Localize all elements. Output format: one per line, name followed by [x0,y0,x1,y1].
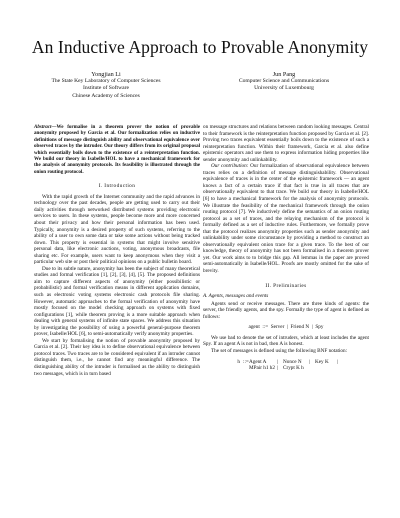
formula-term: Agent A [249,358,267,365]
author-affiliation-line: Chinese Academy of Sciences [72,92,140,99]
body-paragraph: on message structures and relations between random looking messages. Central to their framework is the reinterpretation function proposed by Garcia et al. [2]. Proving two traces equivalent essentially boils down to the existence of such a reinterpretation function. Within their framework, Garcia et al. also define epistemic operators and use them to express information hiding properties like sender anonymity and unlinkability. [203,124,369,163]
body-paragraph: We use bad to denote the set of intruders, which at least includes the agent Spy. If an agent A is not in bad, then A is honest. [203,334,369,348]
author-affiliation-line: Computer Science and Communications [238,78,330,85]
left-column [34,124,200,377]
formula-bar: | [277,358,279,365]
message-grammar-formula [203,359,369,372]
formula-bar: | [309,358,311,365]
agent-type-formula [203,324,369,331]
author-affiliation-line: The State Key Laboratory of Computer Sciences [51,78,161,85]
formula-term: Friend N [290,324,310,331]
body-paragraph [203,163,369,274]
formula-term: Spy [315,324,324,331]
formula-term: Server [270,324,285,331]
section-heading-preliminaries: II. Preliminaries [265,282,307,289]
formula-bar: | [311,324,313,331]
formula-bar: | [286,324,288,331]
abstract [34,124,200,175]
formula-bar: | [337,358,339,365]
body-paragraph: Agents send or receive messages. There are three kinds of agents: the server, the friendly agents, and the spy. Formally the type of agent is defined as follows: [203,300,369,320]
formula-term: MPair h1 h2 [249,365,275,372]
formula-def: ::= [262,324,269,331]
section-heading-introduction: I. Introduction [98,183,136,190]
author-block-1 [6,71,206,100]
body-paragraph: With the rapid growth of the Internet community and the rapid advances in technology over the past decades, people are getting used to carry out their daily activities through networked distributed systems providing electronic services to users. In these systems, people become more and more concerned about their privacy and how their personal information has been used. Typically, anonymity is a desired property of such systems, referring to the ability of a user to own some data or take some actions without being tracked down. This property is essential in systems that might involve sensitive personal data, like electronic auctions, voting, anonymous broadcasts, file sharing etc. For example, users want to keep anonymous when they visit a particular web site or post their political opinions on a public bulletin board. [34,193,200,266]
author-block-2 [184,71,384,93]
subsection-heading: A. Agents, messages and events [203,293,269,300]
formula-lhs: agent [248,324,260,331]
contribution-text: Our formalization of observational equivalence between traces relies on a definition of message distinguishability. Observational equivalence of traces is in the center of the epistemic framework — an agent knows a fact of a certain trace if that fact is true in all traces that are observationally equivalent to that trace. We build our theory in Isabelle/HOL [6] to have a mechanical framework for the analysis of anonymity protocols. We illustrate the feasibility of the mechanical framework through the onion routing protocol [7]. We inductively define the semantics of an onion routing protocol as a set of traces, and the relaying mechanism of the protocol is formally defined as a set of inductive rules. Furthermore, we formally prove that the protocol realizes anonymity properties such as sender anonymity and unlinkability under some circumstance by providing a method to construct an observationally equivalent onion trace for a given trace. To the best of our knowledge, theory of anonymity has not been formalised in a theorem prover yet. Our work aims to to bridge this gap. All lemmas in the paper are proved semi-automatically in Isabelle/HOL. Proofs are mostly omitted for the sake of brevity. [203,163,369,275]
author-name: Jun Pang [272,71,296,78]
paper-title: An Inductive Approach to Provable Anonymity [31,37,369,57]
formula-term: Crypt K h [283,365,304,372]
author-affiliation-line: Institute of Software [83,85,129,92]
author-name: Yongjian Li [91,71,121,78]
abstract-text: —We formalise in a theorem prover the notion of provable anonymity proposed by Garcia et al. Our formalization relies on inductive definitions of message distinguish ability and observational equivalence over observed traces by the intruder. Our theory differs from its original proposal which essentially boils down to the existence of a reinterpretation function. We build our theory in Isabelle/HOL to have a mechanical framework for the analysis of anonymity protocols. Its feasibility is illustrated through the onion routing protocol. [34,124,200,175]
author-affiliation-line: University of Luxembourg [254,85,314,92]
contribution-lead: Our contribution: [211,163,249,170]
formula-term: Nonce N [283,358,302,365]
formula-bar: | [277,365,279,372]
formula-def: ::= [243,358,249,365]
right-column [203,124,369,376]
formula-term: Key K [315,358,329,365]
body-paragraph: Due to its subtle nature, anonymity has been the subject of many theoretical studies and formal verification [1], [2], [3], [4], [5]. The proposed definitions aim to capture different aspects of anonymity (either possibilistic or probabilistic) and formal verification means in different application domains, such as electronic voting systems electronic cash protocols file sharing. However, automatic approaches to the formal verification of anonymity have mostly focused on the model checking approach on systems with fixed configurations [1], while theorem proving is a more suitable approach when dealing with general systems of infinite state spaces. We address this situation by investigating the possibility of using a powerful general-purpose theorem prover, Isabelle/HOL [6], to semi-automatically verify anonymity properties. [34,265,200,338]
abstract-lead: Abstract [34,124,52,130]
body-paragraph: The set of messages is defined using the following BNF notation: [211,347,348,354]
body-paragraph: We start by formalising the notion of provable anonymity proposed by Garcia et al. [2]. Their key idea is to define observational equivalence between protocol traces. Two traces are to be considered equivalent if an intruder cannot distinguish them, i.e., he cannot find any meaningful difference. The distinguishing ability of the intruder is formalised as the ability to distinguish two messages, which is in turn based [34,337,200,377]
formula-lhs: h [237,358,240,365]
